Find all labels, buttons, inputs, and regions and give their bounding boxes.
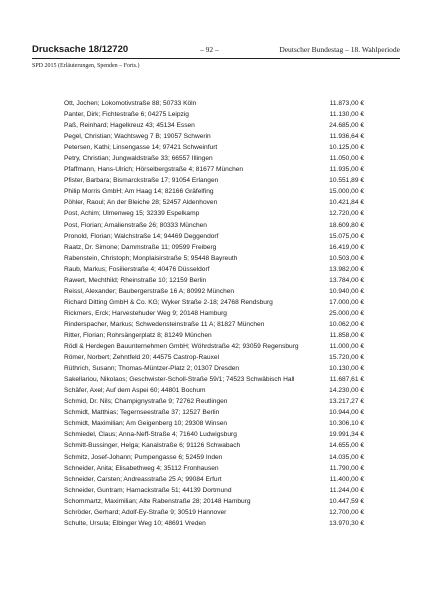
- donation-row: [64, 474, 364, 485]
- donation-amount: 10.503,00 €: [329, 254, 364, 262]
- donor-name-address: Pöhler, Raoul; An der Bleiche 28; 52457 Aldenhoven: [64, 199, 218, 207]
- donor-name-address: Schmid, Dr. Nils; Champignystraße 9; 72762 Reutlingen: [64, 398, 228, 406]
- donation-amount: 11.244,00 €: [329, 486, 364, 494]
- donor-name-address: Schneider, Carsten; Andreasstraße 25 A; 99084 Erfurt: [64, 475, 222, 483]
- donation-row: [64, 507, 364, 518]
- donation-row: [64, 463, 364, 474]
- donation-amount: 13.217,27 €: [329, 398, 364, 406]
- donor-name-address: Pfaffmann, Hans-Ulrich; Hörselbergstraße 4; 81677 München: [64, 166, 244, 174]
- donation-amount: 10.940,00 €: [329, 287, 364, 295]
- donation-row: [64, 220, 364, 231]
- document-label: Drucksache 18/: [32, 44, 102, 55]
- donation-amount: 12.700,00 €: [329, 508, 364, 516]
- donation-amount: 15.720,00 €: [329, 354, 364, 362]
- donation-row: [64, 363, 364, 374]
- parliament-label: Deutscher Bundestag – 18. Wahlperiode: [279, 45, 400, 54]
- donor-name-address: Schäfer, Axel; Auf dem Aspei 60; 44801 Bochum: [64, 387, 206, 395]
- donor-name-address: Panter, Dirk; Fichtestraße 6; 04275 Leipzig: [64, 111, 189, 119]
- donation-row: [64, 98, 364, 109]
- donor-name-address: Rickmers, Erck; Harvestehuder Weg 9; 20148 Hamburg: [64, 309, 227, 317]
- donation-amount: 19.991,34 €: [329, 431, 364, 439]
- donation-row: [64, 253, 364, 264]
- page-header: [32, 44, 400, 59]
- donation-amount: 14.655,00 €: [329, 442, 364, 450]
- donor-name-address: Ritter, Florian; Rohrsängerplatz 8; 81249 München: [64, 331, 212, 339]
- donation-amount: 18.609,80 €: [329, 221, 364, 229]
- donation-row: [64, 496, 364, 507]
- donation-row: [64, 330, 364, 341]
- donation-amount: 11.936,64 €: [329, 133, 364, 141]
- donor-name-address: Pegel, Christian; Wachtsweg 7 B; 19057 Schwerin: [64, 133, 211, 141]
- document-number-value: 12720: [101, 44, 129, 55]
- donation-amount: 10.944,00 €: [329, 409, 364, 417]
- donation-row: [64, 120, 364, 131]
- donation-amount: 16.419,00 €: [329, 243, 364, 251]
- donation-amount: 10.447,59 €: [329, 497, 364, 505]
- donation-amount: 15.075,00 €: [329, 232, 364, 240]
- donation-amount: 10.551,89 €: [329, 177, 364, 185]
- donor-name-address: Post, Achim; Ulmenweg 15; 32339 Espelkamp: [64, 210, 200, 218]
- donation-row: [64, 319, 364, 330]
- donation-row: [64, 142, 364, 153]
- donation-row: [64, 297, 364, 308]
- donor-name-address: Schmitz, Josef-Johann; Pumpengasse 6; 52459 Inden: [64, 453, 223, 461]
- donation-amount: 14.035,00 €: [329, 453, 364, 461]
- donation-amount: 10.306,10 €: [329, 420, 364, 428]
- donation-row: [64, 352, 364, 363]
- donor-name-address: Schmiedel, Claus; Anna-Neff-Straße 4; 71640 Ludwigsburg: [64, 431, 237, 439]
- donation-row: [64, 485, 364, 496]
- donation-amount: 11.935,00 €: [329, 166, 364, 174]
- donor-name-address: Schmitt-Bussinger, Helga; Kanalstraße 6; 91126 Schwabach: [64, 442, 241, 450]
- donation-row: [64, 153, 364, 164]
- donation-row: [64, 186, 364, 197]
- section-subtitle: SPD 2015 (Erläuterungen, Spenden – Forts.): [32, 63, 140, 69]
- donation-amount: 12.720,00 €: [329, 210, 364, 218]
- donation-row: [64, 341, 364, 352]
- donor-name-address: Pfister, Barbara; Bismarckstraße 17; 91054 Erlangen: [64, 177, 219, 185]
- donor-name-address: Römer, Norbert; Zehntfeld 20; 44575 Castrop-Rauxel: [64, 354, 220, 362]
- donor-name-address: Post, Florian; Amalienstraße 26; 80333 München: [64, 221, 207, 229]
- donation-amount: 25.000,00 €: [329, 309, 364, 317]
- donation-row: [64, 374, 364, 385]
- donor-name-address: Reissl, Alexander; Baubergerstraße 16 A; 80992 München: [64, 287, 235, 295]
- donation-amount: 11.790,00 €: [329, 464, 364, 472]
- donor-name-address: Schneider, Guntram; Harnackstraße 51; 44139 Dortmund: [64, 486, 232, 494]
- page-number: – 92 –: [200, 45, 219, 54]
- donor-name-address: Ott, Jochen; Lokomotivstraße 88; 50733 Köln: [64, 100, 197, 107]
- donation-row: [64, 275, 364, 286]
- donation-amount: 10.421,84 €: [329, 199, 364, 207]
- donation-row: [64, 440, 364, 451]
- donation-row: [64, 385, 364, 396]
- donation-row: [64, 452, 364, 463]
- document-number: [32, 44, 128, 55]
- donor-name-address: Schmidt, Matthias; Tegernseestraße 37; 12527 Berlin: [64, 409, 220, 417]
- donation-row: [64, 208, 364, 219]
- donation-row: [64, 197, 364, 208]
- donation-row: [64, 308, 364, 319]
- donation-amount: 13.784,00 €: [329, 276, 364, 284]
- donor-name-address: Raub, Markus; Fosilierstraße 4; 40476 Düsseldorf: [64, 265, 210, 273]
- donor-name-address: Schneider, Anita; Elisabethweg 4; 35112 Fronhausen: [64, 464, 219, 472]
- donation-row: [64, 109, 364, 120]
- donation-row: [64, 231, 364, 242]
- donation-row: [64, 242, 364, 253]
- donor-name-address: Richard Ditting GmbH & Co. KG; Wyker Straße 2-18; 24768 Rendsburg: [64, 298, 273, 306]
- donation-amount: 11.050,00 €: [329, 155, 364, 163]
- donation-row: [64, 396, 364, 407]
- donor-name-address: Philip Morris GmbH; Am Haag 14; 82166 Gräfelfing: [64, 188, 214, 196]
- donation-row: [64, 264, 364, 275]
- donation-row: [64, 164, 364, 175]
- donation-amount: 10.062,00 €: [329, 320, 364, 328]
- donation-amount: 15.000,00 €: [329, 188, 364, 196]
- donation-amount: 11.400,00 €: [329, 475, 364, 483]
- donation-row: [64, 418, 364, 429]
- donation-row: [64, 175, 364, 186]
- donor-name-address: Petry, Christian; Jungwaldstraße 33; 66557 Illingen: [64, 155, 213, 163]
- donation-amount: 13.982,00 €: [329, 265, 364, 273]
- donor-name-address: Raatz, Dr. Simone; Dammstraße 11; 09599 Freiberg: [64, 243, 217, 251]
- donor-name-address: Petersen, Kathi; Linsengasse 14; 97421 Schweinfurt: [64, 144, 218, 152]
- donation-amount: 11.000,00 €: [329, 343, 364, 351]
- donor-name-address: Pronold, Florian; Walchstraße 14; 94469 Deggendorf: [64, 232, 219, 240]
- donation-amount: 11.873,00 €: [329, 100, 364, 107]
- donation-amount: 17.000,00 €: [329, 298, 364, 306]
- donation-amount: 24.685,00 €: [329, 122, 364, 130]
- donation-amount: 11.130,00 €: [329, 111, 364, 119]
- donor-name-address: Rawert, Mechthild; Rheinstraße 10; 12159 Berlin: [64, 276, 207, 284]
- donor-name-address: Schommartz, Maximilian; Alte Rabenstraße 28; 20148 Hamburg: [64, 497, 251, 505]
- donor-name-address: Paß, Reinhard; Hagelkreuz 43; 45134 Essen: [64, 122, 195, 130]
- donation-row: [64, 286, 364, 297]
- donor-name-address: Rüthrich, Susann; Thomas-Müntzer-Platz 2; 01307 Dresden: [64, 365, 240, 373]
- donation-row: [64, 407, 364, 418]
- donation-amount: 10.125,00 €: [329, 144, 364, 152]
- donation-row: [64, 131, 364, 142]
- donor-name-address: Schulte, Ursula; Elbinger Weg 10; 48691 Vreden: [64, 519, 206, 527]
- donor-name-address: Sakellariou, Nikolaos; Geschwister-Scholl-Straße 59/1; 74523 Schwäbisch Hall: [64, 376, 295, 384]
- donation-amount: 14.230,00 €: [329, 387, 364, 395]
- donor-name-address: Rinderspacher, Markus; Schwedensteinstraße 11 A; 81827 München: [64, 320, 265, 328]
- donation-amount: 11.858,00 €: [329, 331, 364, 339]
- donation-amount: 13.970,30 €: [329, 519, 364, 527]
- donor-name-address: Schröder, Gerhard; Adolf-Ey-Straße 9; 30519 Hannover: [64, 508, 227, 516]
- donation-amount: 11.687,61 €: [329, 376, 364, 384]
- donation-row: [64, 429, 364, 440]
- donor-name-address: Schmidt, Maximilian; Am Geigenberg 10; 29308 Winsen: [64, 420, 228, 428]
- donation-list: [64, 98, 364, 529]
- donation-row: [64, 518, 364, 529]
- donation-amount: 10.130,00 €: [329, 365, 364, 373]
- donor-name-address: Rabenstein, Christoph; Monplaisirstraße 5; 95448 Bayreuth: [64, 254, 238, 262]
- donor-name-address: Rödl & Herdegen Bauunternehmen GmbH; Wöhrdstraße 42; 93059 Regensburg: [64, 343, 299, 351]
